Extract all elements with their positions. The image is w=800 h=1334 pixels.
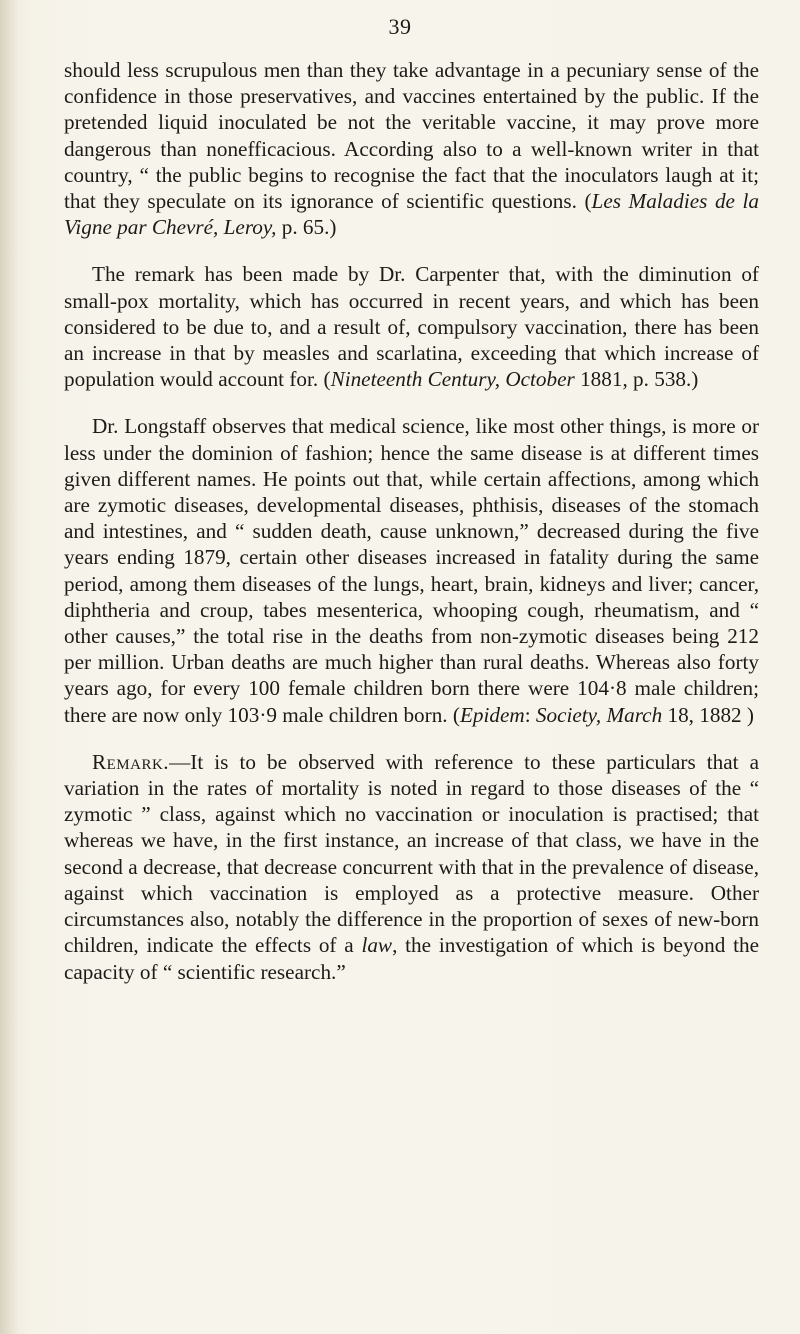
italic-citation: law <box>361 933 393 958</box>
body-text <box>64 57 759 985</box>
paragraph-1 <box>64 57 759 240</box>
text-run: , the investigation of which is beyond the capacity of “ scientific research.” <box>64 933 759 984</box>
italic-citation: Les Maladies de la Vigne par Chevré, Leroy, <box>64 189 759 240</box>
text-run: Dr. Longstaff observes that medical science, like most other things, is more or less under the dominion of fashion; hence the same disease is at different times given different names. He points out that, while certain affections, among which are zymotic diseases, developmental diseases, phthisis, diseases of the stomach and intestines, and “ sudden death, cause unknown,” decreased during the five years ending 1879, certain other diseases increased in fatality during the same period, among them diseases of the lungs, heart, brain, kidneys and liver; cancer, diphtheria and croup, tabes mesenterica, whooping cough, rheumatism, and “ other causes,” the total rise in the deaths from non-zymotic diseases being 212 per million. Urban deaths are much higher than rural deaths. Whereas also forty years ago, for every 100 female children born there were 104·8 male children; there are now only 103·9 male children born. ( <box>64 414 759 727</box>
text-run: —It is to be observed with reference to these particulars that a variation in the rates of mortality is noted in regard to those diseases of the “ zymotic ” class, against which no vaccination or inoculation is practised; that whereas we have, in the first instance, an increase of that class, we have in the second a decrease, that decrease concurrent with that in the prevalence of disease, against which vaccination is employed as a protective measure. Other circumstances also, notably the difference in the proportion of sexes of new-born children, indicate the effects of a <box>64 749 759 958</box>
italic-citation: Epidem <box>459 702 525 727</box>
remark-heading: Remark. <box>92 749 170 774</box>
text-run: : <box>524 702 536 727</box>
text-run: 18, 1882 ) <box>662 702 754 727</box>
text-run: 1881, p. 538.) <box>574 367 699 392</box>
page-spine-shadow <box>0 0 18 1334</box>
italic-citation: Society, March <box>535 702 663 727</box>
paragraph-4-remark <box>64 749 759 985</box>
page-number: 39 <box>388 14 412 39</box>
paragraph-2 <box>64 261 759 392</box>
text-run: p. 65.) <box>276 215 337 240</box>
text-run: The remark has been made by Dr. Carpenter that, with the diminution of small-pox mortality, which has occurred in recent years, and which has been considered to be due to, and a result of, compulsory vaccination, there has been an increase in that by measles and scarlatina, exceeding that which increase of population would account for. ( <box>64 262 759 392</box>
text-run: should less scrupulous men than they take advantage in a pecuniary sense of the confidence in those preservatives, and vaccines entertained by the public. If the pretended liquid inoculated be not the veritable vaccine, it may prove more dangerous than nonefficacious. According also to a well-known writer in that country, “ the public begins to recognise the fact that the inoculators laugh at it; that they speculate on its ignorance of scientific questions. ( <box>64 58 759 214</box>
paragraph-3 <box>64 413 759 727</box>
italic-citation: Nineteenth Century, October <box>330 367 575 392</box>
